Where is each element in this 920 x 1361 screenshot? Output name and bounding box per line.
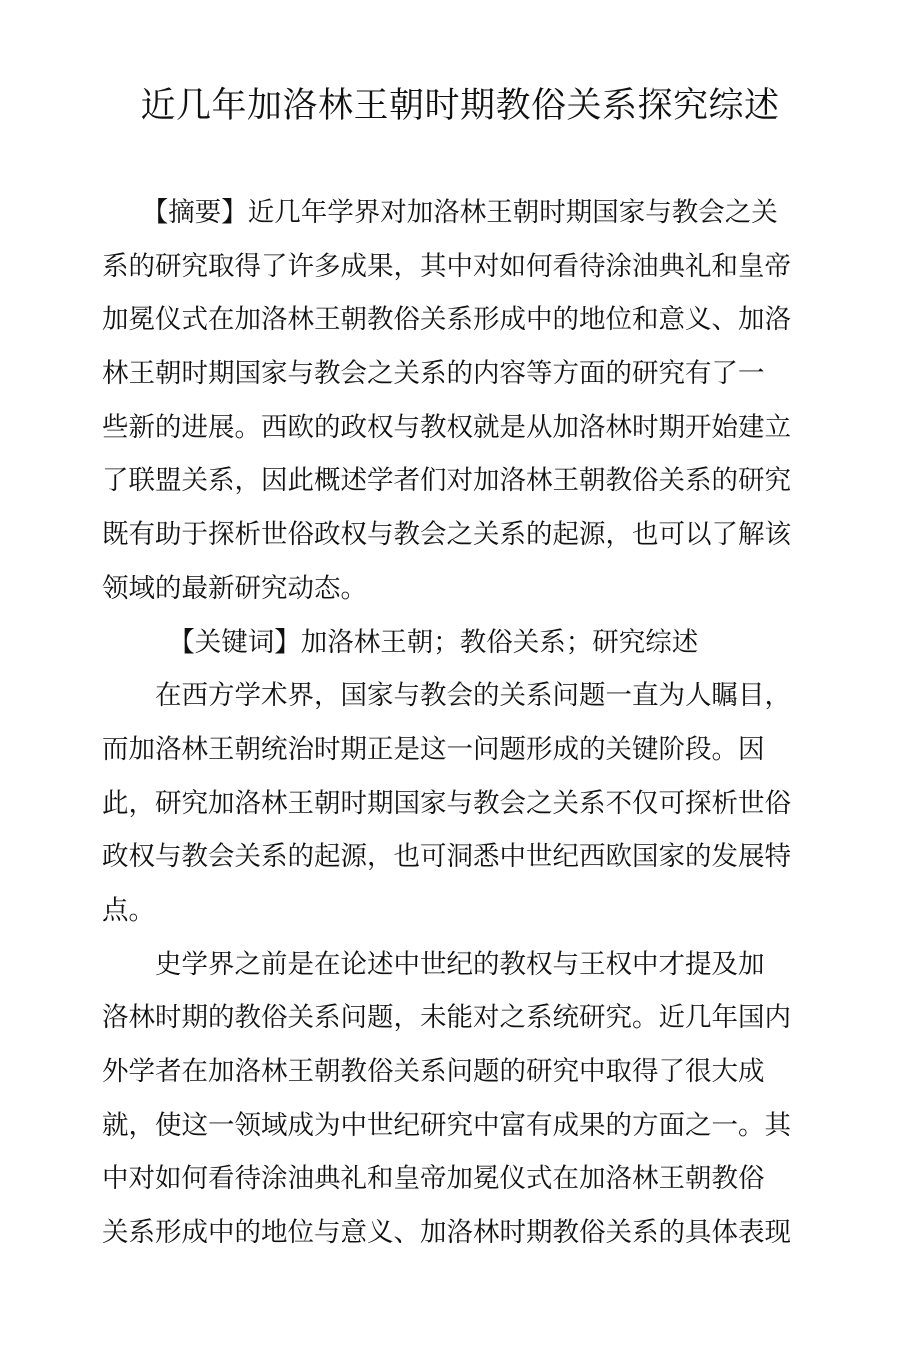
text-line: 【关键词】加洛林王朝；教俗关系；研究综述 (102, 626, 699, 658)
document-title: 近几年加洛林王朝时期教俗关系探究综述 (140, 86, 780, 126)
text-line: 政权与教会关系的起源，也可洞悉中世纪西欧国家的发展特 (102, 841, 791, 873)
text-line: 关系形成中的地位与意义、加洛林时期教俗关系的具体表现 (102, 1217, 791, 1249)
text-line: 此，研究加洛林王朝时期国家与教会之关系不仅可探析世俗 (102, 787, 791, 819)
text-line: 中对如何看待涂油典礼和皇帝加冕仪式在加洛林王朝教俗 (102, 1163, 765, 1195)
text-line: 洛林时期的教俗关系问题，未能对之系统研究。近几年国内 (102, 1002, 791, 1034)
text-line: 系的研究取得了许多成果，其中对如何看待涂油典礼和皇帝 (102, 250, 791, 282)
text-line: 林王朝时期国家与教会之关系的内容等方面的研究有了一 (102, 358, 765, 390)
text-line: 史学界之前是在论述中世纪的教权与王权中才提及加 (102, 948, 765, 980)
text-line: 在西方学术界，国家与教会的关系问题一直为人瞩目， (102, 680, 791, 712)
text-line: 了联盟关系，因此概述学者们对加洛林王朝教俗关系的研究 (102, 465, 791, 497)
text-line: 外学者在加洛林王朝教俗关系问题的研究中取得了很大成 (102, 1056, 765, 1087)
text-line: 【摘要】近几年学界对加洛林王朝时期国家与教会之关 (102, 197, 778, 228)
text-line: 加冕仪式在加洛林王朝教俗关系形成中的地位和意义、加洛 (102, 304, 791, 336)
text-line: 就，使这一领域成为中世纪研究中富有成果的方面之一。其 (102, 1109, 791, 1141)
document-body (102, 195, 802, 1269)
text-line: 些新的进展。西欧的政权与教权就是从加洛林时期开始建立 (102, 411, 791, 443)
text-line: 既有助于探析世俗政权与教会之关系的起源，也可以了解该 (102, 519, 791, 551)
text-line: 而加洛林王朝统治时期正是这一问题形成的关键阶段。因 (102, 733, 765, 765)
text-line: 领域的最新研究动态。 (102, 572, 367, 604)
text-line: 点。 (102, 894, 155, 926)
